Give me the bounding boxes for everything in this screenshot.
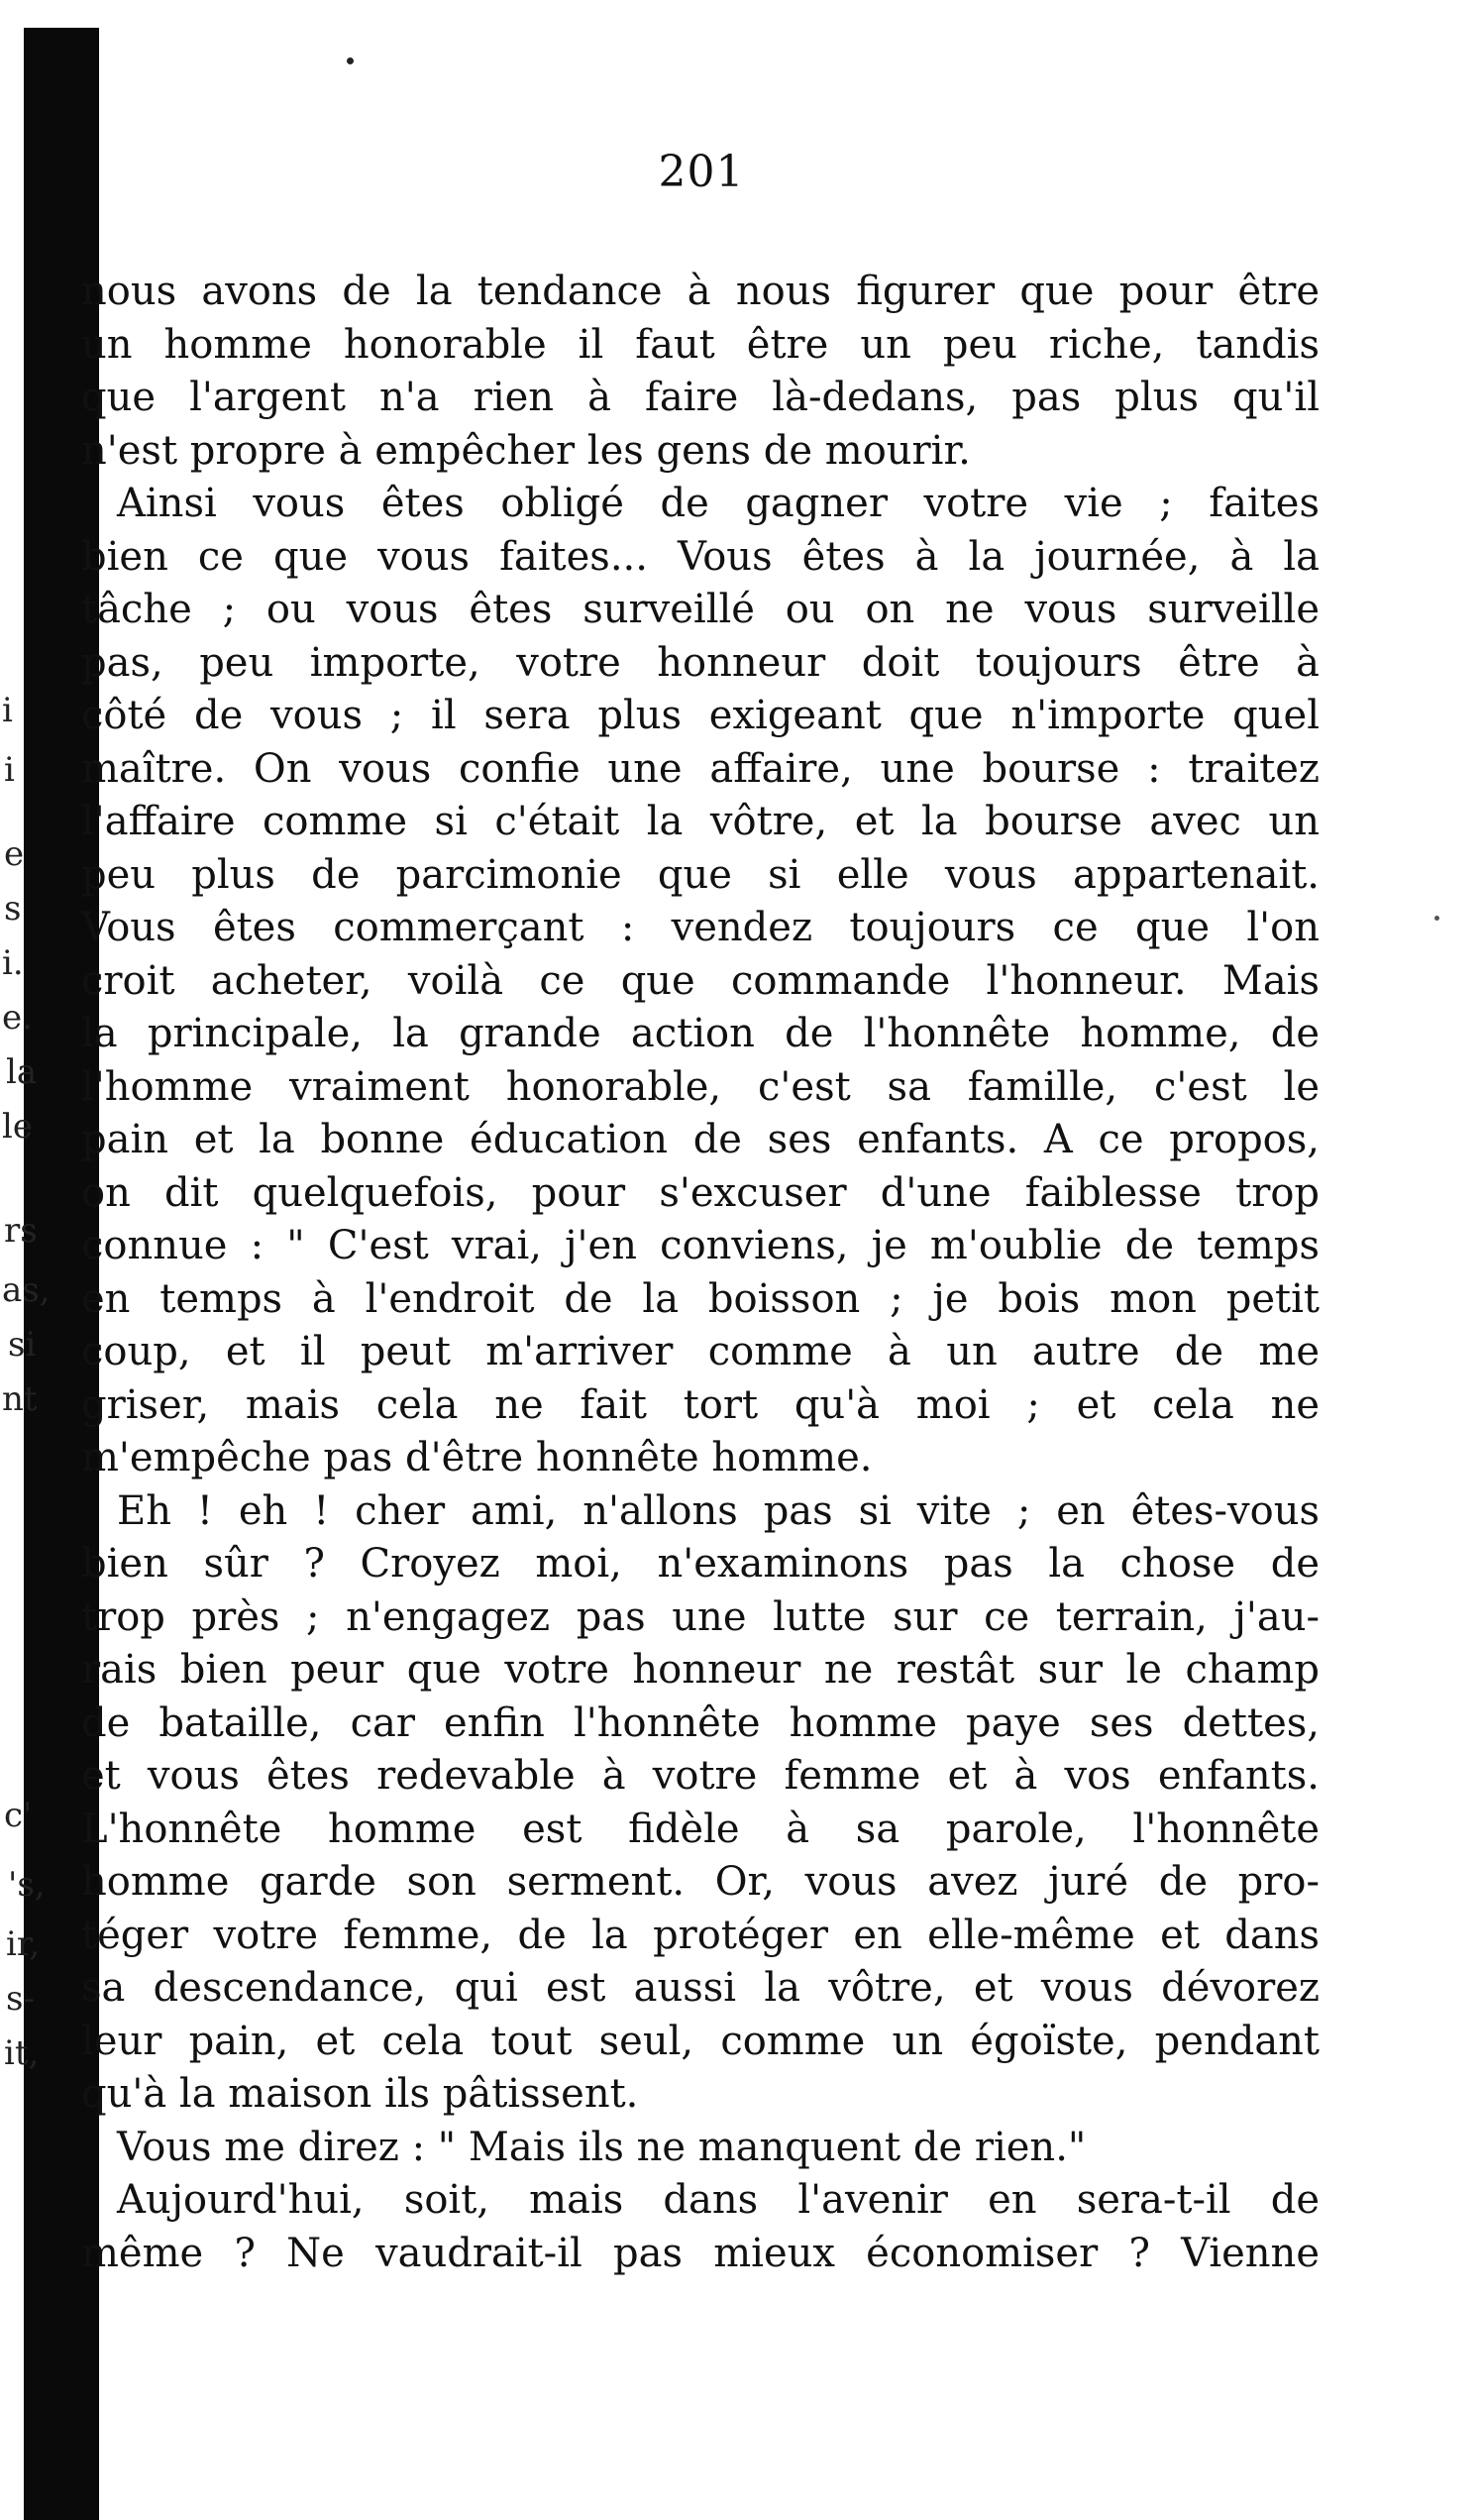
margin-fragment: la [6, 1052, 38, 1092]
text-line: l'affaire comme si c'était la vôtre, et la bourse avec un [81, 799, 1320, 844]
margin-fragment: si [8, 1325, 37, 1365]
body-text [81, 266, 1320, 2280]
ink-speck [347, 57, 354, 64]
ink-speck [1434, 916, 1439, 921]
text-line: côté de vous ; il sera plus exigeant que n'importe quel [81, 693, 1320, 738]
text-line: nous avons de la tendance à nous figurer que pour être [81, 269, 1320, 314]
margin-fragment: i [4, 750, 15, 790]
adjacent-page-margin [0, 0, 69, 2520]
text-line: n'est propre à empêcher les gens de mourir. [81, 427, 971, 474]
text-line: Eh ! eh ! cher ami, n'allons pas si vite ; en êtes-vous [117, 1487, 1320, 1534]
text-line: un homme honorable il faut être un peu riche, tandis [81, 321, 1320, 368]
text-line: que l'argent n'a rien à faire là-dedans, pas plus qu'il [81, 375, 1320, 420]
text-line: leur pain, et cela tout seul, comme un égoïste, pendant [81, 2018, 1320, 2064]
text-line: pain et la bonne éducation de ses enfants. A ce propos, [81, 1117, 1320, 1162]
text-line: on dit quelquefois, pour s'excuser d'une faiblesse trop [81, 1169, 1320, 1216]
text-line: m'empêche pas d'être honnête homme. [81, 1435, 873, 1480]
text-line: la principale, la grande action de l'honnête homme, de [81, 1011, 1320, 1056]
margin-fragment: s- [6, 1979, 35, 2019]
margin-fragment: i. [2, 943, 24, 983]
text-line: connue : " C'est vrai, j'en conviens, je m'oublie de temps [81, 1223, 1320, 1268]
text-line: qu'à la maison ils pâtissent. [81, 2071, 639, 2117]
margin-fragment: as, [2, 1270, 51, 1310]
margin-fragment: e [4, 834, 25, 874]
text-line: maître. On vous confie une affaire, une bourse : traitez [81, 745, 1320, 792]
text-line: rais bien peur que votre honneur ne restât sur le champ [81, 1647, 1320, 1693]
text-line: Vous me direz : " Mais ils ne manquent de rien." [117, 2124, 1087, 2170]
text-line: tâche ; ou vous êtes surveillé ou on ne vous surveille [81, 587, 1320, 632]
text-line: même ? Ne vaudrait-il pas mieux économiser ? Vienne [81, 2230, 1320, 2276]
margin-fragment: s [4, 889, 22, 929]
text-line: homme garde son serment. Or, vous avez juré de pro- [81, 1859, 1320, 1905]
margin-fragment: le [2, 1107, 33, 1147]
text-line: griser, mais cela ne fait tort qu'à moi ; et cela ne [81, 1381, 1320, 1428]
text-line: pas, peu importe, votre honneur doit toujours être à [81, 639, 1320, 686]
margin-fragment: e. [2, 998, 33, 1038]
text-line: l'homme vraiment honorable, c'est sa famille, c'est le [81, 1063, 1320, 1110]
margin-fragment: ir, [6, 1924, 41, 1964]
margin-fragment: i [2, 691, 13, 730]
text-line: bien sûr ? Croyez moi, n'examinons pas la chose de [81, 1541, 1320, 1587]
text-line: de bataille, car enfin l'honnête homme paye ses dettes, [81, 1699, 1320, 1746]
text-line: sa descendance, qui est aussi la vôtre, et vous dévorez [81, 1965, 1320, 2011]
text-line: et vous êtes redevable à votre femme et à vos enfants. [81, 1753, 1320, 1799]
margin-fragment: 's, [8, 1865, 46, 1905]
text-line: coup, et il peut m'arriver comme à un autre de me [81, 1329, 1320, 1374]
text-line: L'honnête homme est fidèle à sa parole, l'honnête [81, 1806, 1320, 1852]
margin-fragment: nt [2, 1379, 38, 1419]
margin-fragment: rs [4, 1211, 38, 1251]
text-line: Vous êtes commerçant : vendez toujours ce que l'on [81, 905, 1320, 950]
text-line: Ainsi vous êtes obligé de gagner votre vie ; faites [117, 481, 1320, 526]
margin-fragment: it, [4, 2033, 40, 2073]
page-number: 201 [658, 147, 745, 197]
margin-fragment: c' [4, 1796, 33, 1835]
text-line: bien ce que vous faites... Vous êtes à la journée, à la [81, 533, 1320, 580]
text-line: Aujourd'hui, soit, mais dans l'avenir en sera-t-il de [117, 2177, 1320, 2223]
text-line: croit acheter, voilà ce que commande l'honneur. Mais [81, 957, 1320, 1004]
text-line: trop près ; n'engagez pas une lutte sur ce terrain, j'au- [81, 1593, 1320, 1640]
text-line: téger votre femme, de la protéger en elle-même et dans [81, 1912, 1320, 1958]
text-line: en temps à l'endroit de la boisson ; je bois mon petit [81, 1275, 1320, 1322]
text-line: peu plus de parcimonie que si elle vous appartenait. [81, 851, 1320, 898]
